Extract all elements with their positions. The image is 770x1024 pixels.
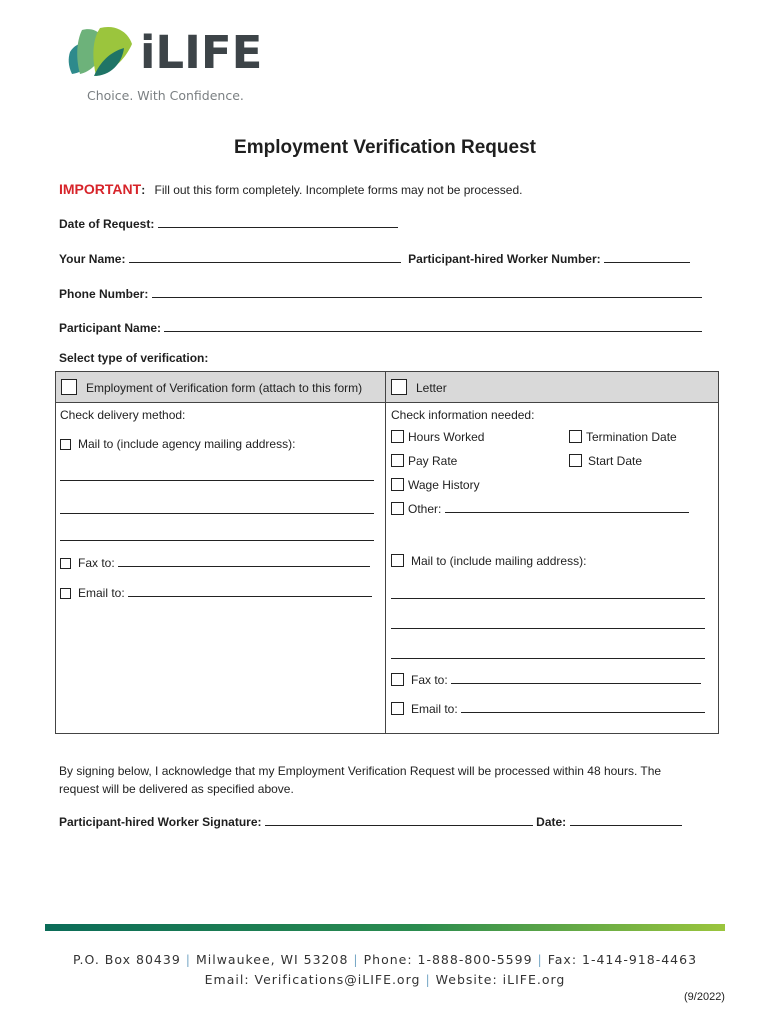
letter-checkbox[interactable]	[391, 379, 407, 395]
footer-contact-line-2: Email: Verifications@iLIFE.org | Website: iLIFE.org	[204, 972, 566, 987]
footer-fax: Fax: 1-414-918-4463	[547, 952, 698, 967]
left-mail-line-3[interactable]	[60, 530, 374, 541]
important-label: IMPORTANT	[59, 181, 142, 197]
wage-history-label: Wage History	[408, 478, 480, 492]
hours-worked-label: Hours Worked	[408, 430, 485, 444]
left-mail-label: Mail to (include agency mailing address):	[78, 437, 296, 451]
right-mail-checkbox[interactable]	[391, 554, 404, 567]
info-needed-heading: Check information needed:	[391, 408, 535, 422]
left-mail-line-2[interactable]	[60, 503, 374, 514]
signature-label: Participant-hired Worker Signature:	[59, 815, 262, 829]
pay-rate-option	[391, 454, 457, 468]
date-of-request-row	[59, 217, 398, 231]
left-fax-option	[60, 556, 370, 570]
worker-number-field[interactable]	[604, 252, 690, 263]
acknowledgement-line-2: request will be delivered as specified above.	[59, 782, 294, 796]
signature-date-label: Date:	[536, 815, 567, 829]
worker-number-label: Participant-hired Worker Number:	[408, 252, 601, 266]
left-email-option	[60, 586, 372, 600]
footer-po-box: P.O. Box 80439	[72, 952, 181, 967]
right-mail-line-3[interactable]	[391, 648, 705, 659]
right-fax-checkbox[interactable]	[391, 673, 404, 686]
letter-label: Letter	[416, 381, 447, 395]
verification-type-table	[55, 371, 719, 734]
ilife-leaf-logo-icon	[66, 22, 138, 82]
other-field[interactable]	[445, 502, 689, 513]
signature-date-field[interactable]	[570, 815, 682, 826]
right-mail-line-1[interactable]	[391, 588, 705, 599]
termination-date-option	[569, 430, 677, 444]
start-date-label: Start Date	[588, 454, 643, 468]
footer-phone: Phone: 1-888-800-5599	[363, 952, 533, 967]
right-fax-option	[391, 673, 701, 687]
footer-city: Milwaukee, WI 53208	[195, 952, 349, 967]
footer-contact-line-1: P.O. Box 80439 | Milwaukee, WI 53208 | Phone: 1-888-800-5599 | Fax: 1-414-918-4463	[72, 952, 698, 967]
right-email-label: Email to:	[411, 702, 458, 716]
left-email-checkbox[interactable]	[60, 588, 71, 599]
pay-rate-label: Pay Rate	[408, 454, 458, 468]
brand-tagline: Choice. With Confidence.	[87, 88, 244, 103]
right-email-field[interactable]	[461, 702, 705, 713]
right-mail-label: Mail to (include mailing address):	[411, 554, 587, 568]
right-email-checkbox[interactable]	[391, 702, 404, 715]
termination-date-checkbox[interactable]	[569, 430, 582, 443]
important-text: Fill out this form completely. Incomplete forms may not be processed.	[154, 183, 523, 197]
other-option	[391, 502, 689, 516]
page-title: Employment Verification Request	[234, 137, 536, 158]
left-fax-field[interactable]	[118, 556, 370, 567]
your-name-label: Your Name:	[59, 252, 126, 266]
footer-email[interactable]: Email: Verifications@iLIFE.org	[204, 972, 421, 987]
hours-worked-checkbox[interactable]	[391, 430, 404, 443]
phone-row	[59, 287, 702, 301]
left-fax-label: Fax to:	[78, 556, 115, 570]
start-date-option	[569, 454, 642, 468]
date-of-request-label: Date of Request:	[59, 217, 155, 231]
employment-verification-checkbox[interactable]	[61, 379, 77, 395]
left-mail-option	[60, 437, 295, 451]
right-fax-field[interactable]	[451, 673, 701, 684]
delivery-method-heading: Check delivery method:	[60, 408, 186, 422]
participant-name-field[interactable]	[164, 321, 702, 332]
left-mail-checkbox[interactable]	[60, 439, 71, 450]
left-email-field[interactable]	[128, 586, 372, 597]
letter-option	[391, 379, 447, 395]
termination-date-label: Termination Date	[586, 430, 677, 444]
right-fax-label: Fax to:	[411, 673, 448, 687]
start-date-checkbox[interactable]	[569, 454, 582, 467]
participant-name-label: Participant Name:	[59, 321, 162, 335]
acknowledgement-text	[59, 762, 719, 798]
phone-label: Phone Number:	[59, 287, 149, 301]
signature-field[interactable]	[265, 815, 533, 826]
left-email-label: Email to:	[78, 586, 125, 600]
footer-divider-bar	[45, 924, 725, 931]
wage-history-option	[391, 478, 480, 492]
other-checkbox[interactable]	[391, 502, 404, 515]
important-notice: IMPORTANT: Fill out this form completely. Incomplete forms may not be processed.	[59, 181, 523, 197]
hours-worked-option	[391, 430, 484, 444]
wage-history-checkbox[interactable]	[391, 478, 404, 491]
acknowledgement-line-1: By signing below, I acknowledge that my Employment Verification Request will be processed within 48 hours. The	[59, 764, 662, 778]
phone-field[interactable]	[152, 287, 702, 298]
table-divider	[385, 372, 386, 733]
left-fax-checkbox[interactable]	[60, 558, 71, 569]
left-mail-line-1[interactable]	[60, 470, 374, 481]
pay-rate-checkbox[interactable]	[391, 454, 404, 467]
employment-verification-label: Employment of Verification form (attach to this form)	[86, 381, 363, 395]
right-mail-option	[391, 554, 586, 568]
right-mail-line-2[interactable]	[391, 618, 705, 629]
brand-name: iLIFE	[140, 26, 263, 79]
employment-verification-option	[61, 379, 362, 395]
date-of-request-field[interactable]	[158, 217, 398, 228]
signature-row	[59, 815, 682, 829]
participant-name-row	[59, 321, 702, 335]
revision-date: (9/2022)	[684, 991, 725, 1003]
footer-website[interactable]: Website: iLIFE.org	[435, 972, 566, 987]
your-name-field[interactable]	[129, 252, 401, 263]
other-label: Other:	[408, 502, 442, 516]
select-type-label: Select type of verification:	[59, 351, 209, 365]
your-name-row	[59, 252, 690, 266]
right-email-option	[391, 702, 705, 716]
